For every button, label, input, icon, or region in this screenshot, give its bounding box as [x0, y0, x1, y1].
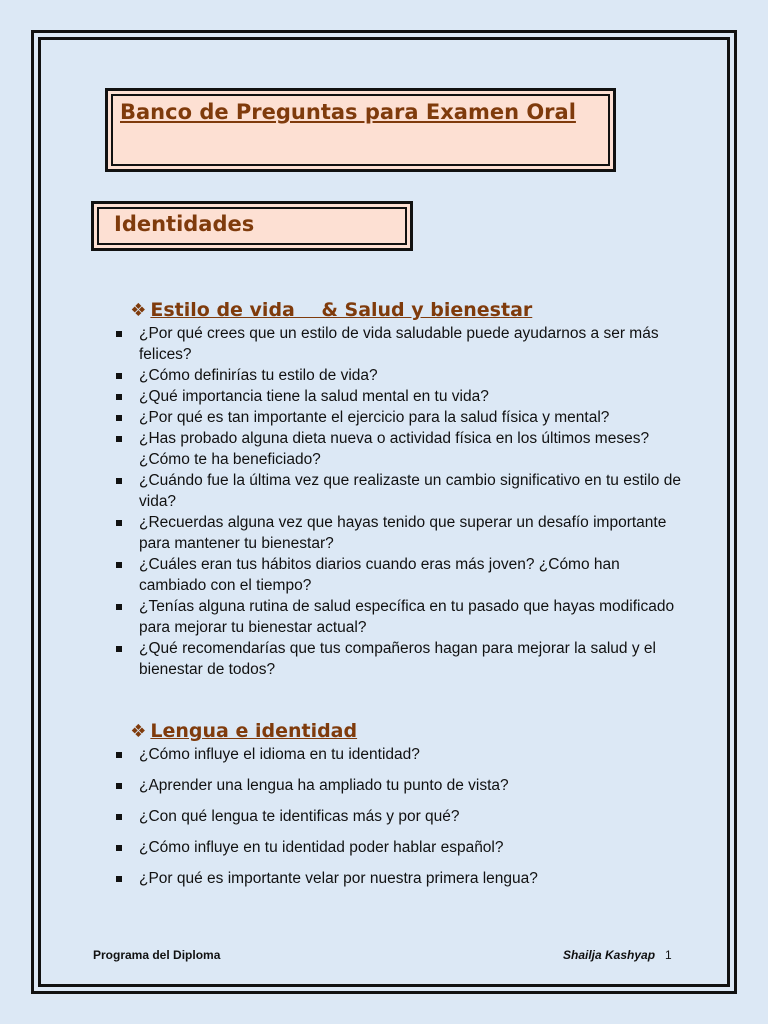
list-item: ¿Por qué es importante velar por nuestra primera lengua?	[114, 868, 684, 889]
topic2-heading-label: Lengua e identidad	[150, 720, 358, 742]
footer-author: Shailja Kashyap	[563, 948, 656, 962]
list-item: ¿Cómo influye en tu identidad poder hablar español?	[114, 837, 684, 858]
list-item: ¿Tenías alguna rutina de salud específica en tu pasado que hayas modificado para mejorar tu bienestar actual?	[114, 596, 684, 638]
list-item: ¿Por qué es tan importante el ejercicio para la salud física y mental?	[114, 407, 684, 428]
list-item: ¿Recuerdas alguna vez que hayas tenido que superar un desafío importante para mantener tu bienestar?	[114, 512, 684, 554]
page-number: 1	[665, 948, 672, 962]
list-item: ¿Aprender una lengua ha ampliado tu punto de vista?	[114, 775, 684, 796]
section-title: Identidades	[114, 212, 255, 236]
list-item: ¿Por qué crees que un estilo de vida saludable puede ayudarnos a ser más felices?	[114, 323, 684, 365]
list-item: ¿Cuáles eran tus hábitos diarios cuando eras más joven? ¿Cómo han cambiado con el tiempo?	[114, 554, 684, 596]
list-item: ¿Qué recomendarías que tus compañeros hagan para mejorar la salud y el bienestar de todos?	[114, 638, 684, 680]
topic2-question-list	[114, 744, 684, 899]
topic1-heading-label: Estilo de vida & Salud y bienestar	[150, 299, 533, 321]
list-item: ¿Con qué lengua te identificas más y por qué?	[114, 806, 684, 827]
section-box	[91, 201, 413, 251]
topic1-heading	[117, 277, 532, 321]
list-item: ¿Cuándo fue la última vez que realizaste un cambio significativo en tu estilo de vida?	[114, 470, 684, 512]
list-item: ¿Cómo influye el idioma en tu identidad?	[114, 744, 684, 765]
topic1-question-list	[114, 323, 684, 680]
diamond-bullet-icon: ❖	[130, 721, 147, 742]
title-box	[105, 88, 616, 172]
footer-program: Programa del Diploma	[93, 948, 221, 962]
page-title: Banco de Preguntas para Examen Oral	[120, 100, 576, 124]
diamond-bullet-icon: ❖	[130, 300, 147, 321]
list-item: ¿Has probado alguna dieta nueva o actividad física en los últimos meses? ¿Cómo te ha beneficiado?	[114, 428, 684, 470]
topic2-heading	[117, 698, 357, 742]
list-item: ¿Cómo definirías tu estilo de vida?	[114, 365, 684, 386]
list-item: ¿Qué importancia tiene la salud mental en tu vida?	[114, 386, 684, 407]
